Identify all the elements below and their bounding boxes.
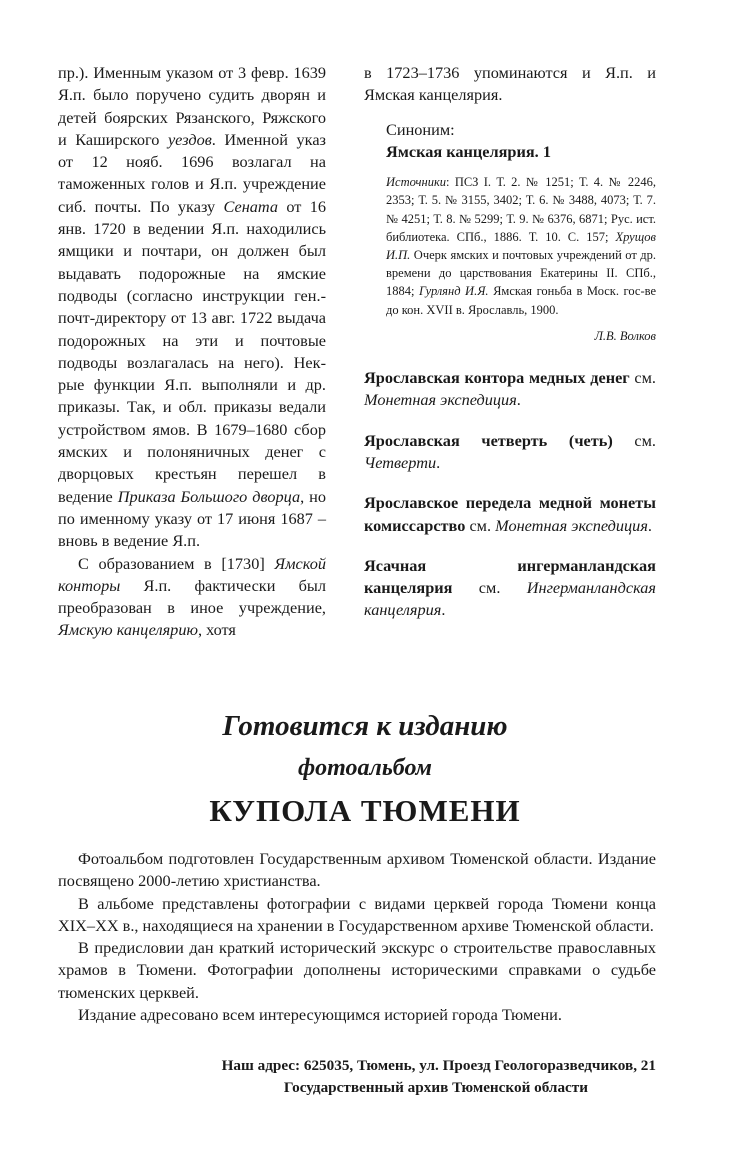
address-line: Наш адрес: 625035, Тюмень, ул. Проезд Геологоразведчиков, 21 (221, 1057, 656, 1074)
article-paragraph-continued: в 1723–1736 упоминаются и Я.п. и Ямская канцелярия. (364, 63, 656, 105)
sources-list: Источники: ПСЗ I. Т. 2. № 1251; Т. 4. № 2246, 2353; Т. 5. № 3155, 3402; Т. 6. № 3488, 4073; Т. 7. № 4251; Т. 8. № 5299; Т. 9. № 6376, 6871; Рус. ист. библиотека. СПб., 1886. Т. 10. С. 157; Хрущов И.П. Очерк ямских и почтовых учреждений от др. времени до царствования Екатерины II. СПб., 1884; Гурлянд И.Я. Ямская гоньба в Моск. гос-ве до кон. XVII в. Ярославль, 1900. (386, 175, 656, 317)
announcement-paragraph: Фотоальбом подготовлен Государственным архивом Тюменской области. Издание посвящено 2000-летию христианства. (58, 849, 656, 891)
dictionary-entry: Ярославская контора медных денег см. Монетная экспедиция. (364, 368, 657, 410)
organization-name: Государственный архив Тюменской области (283, 1079, 588, 1096)
article-paragraph-1: пр.). Именным указом от 3 февр. 1639 Я.п. было поручено судить дворян и детей боярских Рязанского, Ряжского и Каширского уездов. Именной указ от 12 нояб. 1696 возлагал на таможенных голов и Я.п. учреждение сиб. почты. По указу Сената от 16 янв. 1720 в ведении Я.п. находились ямщики и почтари, он должен был выдавать подорожные на ямские подводы (согласно инструкции ген.-почт-директору от 13 авг. 1722 выдача подорожных на эти и почтовые подводы возлагалась на него). Нек-рые функции Я.п. выполняли и др. приказы. Так, и обл. приказы ведали устройством ямов. В 1679–1680 сбор ямских и полоняничных денег с дворцовых крестьян перешел в ведение Приказа Большого дворца, но по именному указу от 17 июня 1687 – вновь в ведение Я.п. (58, 63, 326, 551)
synonym-term: Ямская канцелярия. 1 (386, 141, 551, 161)
album-title: КУПОЛА ТЮМЕНИ (209, 793, 521, 828)
dictionary-entry: Ярославская четверть (четь) см. Четверти. (364, 430, 656, 472)
left-column (58, 62, 326, 642)
address-block (58, 1055, 656, 1099)
article-paragraph-2: С образованием в [1730] Ямской конторы Я.п. фактически был преобразован в иное учреждение, Ямскую канцелярию, хотя (58, 553, 326, 640)
announcement-paragraph: В альбоме представлены фотографии с видами церквей города Тюмени конца XIX–XX в., находящиеся на хранении в Государственном архиве Тюменской области. (58, 893, 656, 935)
announcement-title: Готовится к изданию (222, 710, 508, 742)
announcement-body (58, 848, 656, 1026)
synonym-label: Синоним: (386, 119, 455, 139)
announcement-subtitle: фотоальбом (297, 755, 432, 781)
dictionary-entry: Ярославское передела медной монеты комиссарство см. Монетная экспедиция. (364, 493, 656, 535)
announcement-paragraph: Издание адресовано всем интересующимся историей города Тюмени. (78, 1005, 562, 1025)
article-author: Л.В. Волков (594, 328, 656, 343)
announcement-paragraph: В предисловии дан краткий исторический экскурс о строительстве православных храмов в Тюмени. Фотографии дополнены историческими справками о судьбе тюменских церквей. (58, 938, 656, 1002)
announcement-heading (0, 706, 730, 832)
right-column (364, 62, 656, 622)
dictionary-entry: Ясачная ингерманландская канцелярия см. Ингерманландская канцелярия. (364, 555, 656, 620)
